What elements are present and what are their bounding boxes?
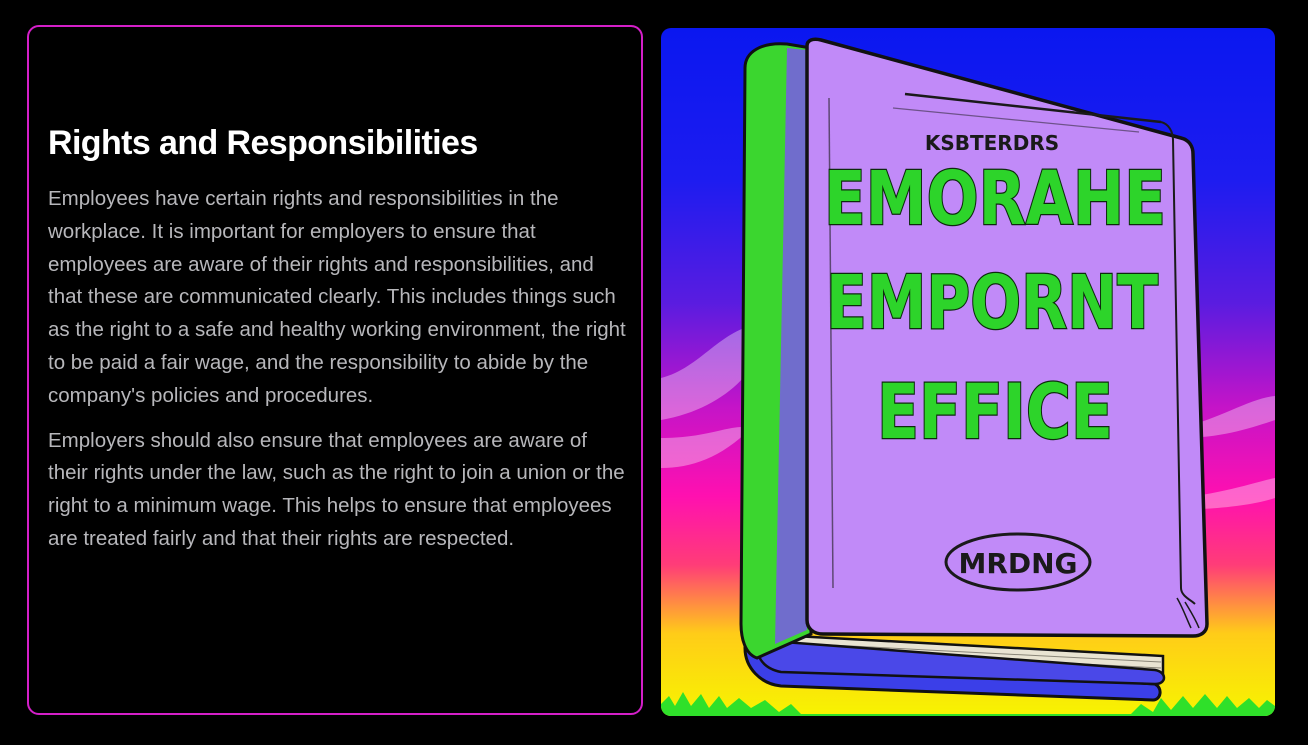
section-title: Rights and Responsibilities [48, 124, 478, 162]
paragraph-1: Employees have certain rights and responsibilities in the workplace. It is important for employers to ensure that employees are aware of their rights and responsibilities, and that these are communicated clearly. This includes things such as the right to a safe and healthy working environment, the right to be paid a fair wage, and the responsibility to abide by the company's policies and procedures. [48, 187, 626, 407]
cover-small-text: KSBTERDRS [924, 131, 1060, 155]
section-body [48, 183, 628, 568]
content-card [27, 25, 643, 715]
cover-badge-text: MRDNG [958, 547, 1078, 580]
paragraph-2: Employers should also ensure that employees are aware of their rights under the law, such as the right to join a union or the right to a minimum wage. This helps to ensure that employees are treated fairly and that their rights are respected. [48, 428, 625, 550]
book-illustration [661, 28, 1275, 716]
cover-title-line-3: EFFICE [877, 367, 1113, 456]
cover-title-line-1: EMORAHE [824, 156, 1166, 242]
cover-title-line-2: EMPORNT [826, 260, 1159, 346]
